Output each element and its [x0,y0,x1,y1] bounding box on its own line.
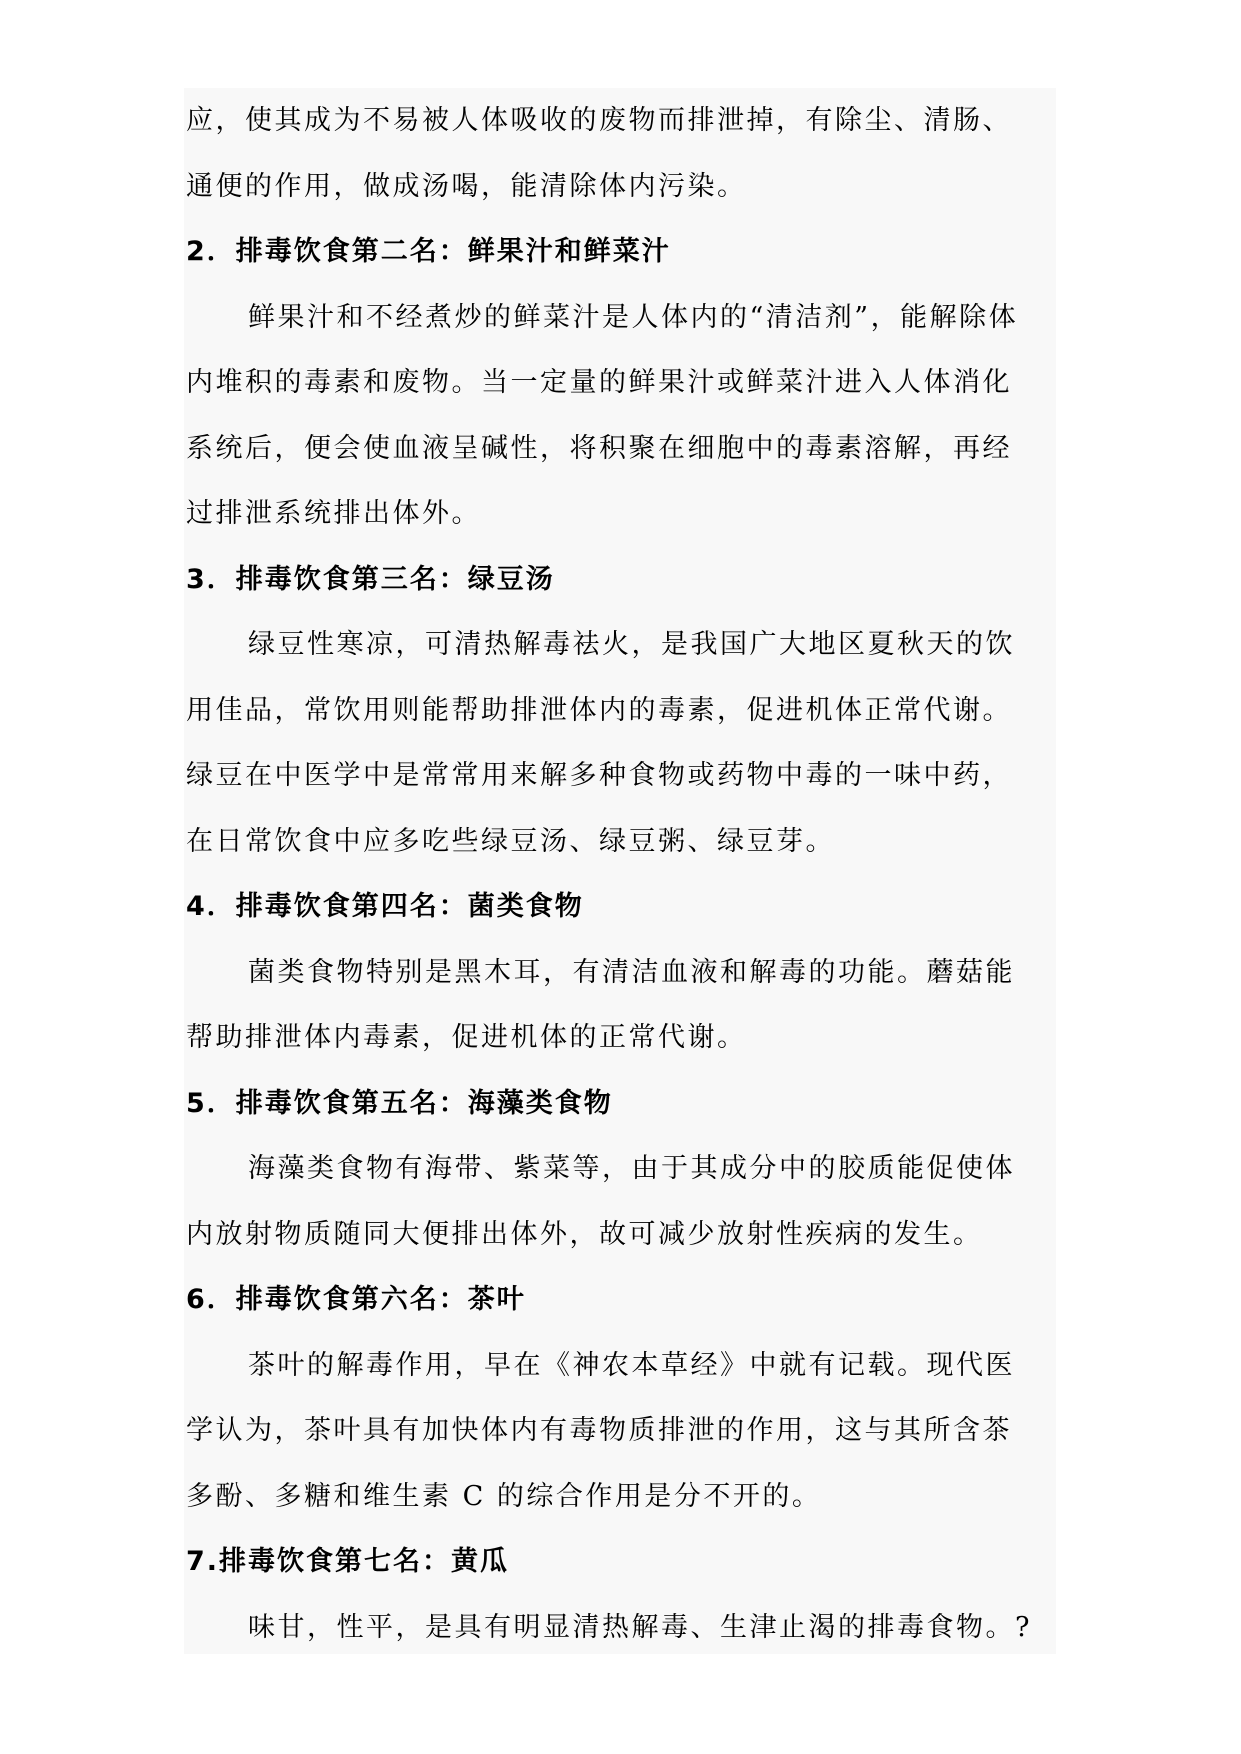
section-4-line: 菌类食物特别是黑木耳，有清洁血液和解毒的功能。蘑菇能 [248,956,1015,988]
document-body [186,88,1056,1660]
intro-line: 通便的作用，做成汤喝，能清除体内污染。 [186,170,747,202]
section-6-line: 多酚、多糖和维生素 C 的综合作用是分不开的。 [186,1480,822,1512]
section-2-line: 系统后，便会使血液呈碱性，将积聚在细胞中的毒素溶解，再经 [186,432,1012,464]
section-6-line: 茶叶的解毒作用，早在《神农本草经》中就有记载。现代医 [248,1349,1015,1381]
section-heading-7: 7.排毒饮食第七名：黄瓜 [186,1546,510,1577]
section-heading-4: 4．排毒饮食第四名：菌类食物 [186,891,584,922]
section-4-line: 帮助排泄体内毒素，促进机体的正常代谢。 [186,1022,747,1053]
section-5-line: 海藻类食物有海带、紫菜等，由于其成分中的胶质能促使体 [248,1153,1015,1184]
section-3-line: 用佳品，常饮用则能帮助排泄体内的毒素，促进机体正常代谢。 [186,694,1012,726]
section-3-line: 绿豆在中医学中是常常用来解多种食物或药物中毒的一味中药， [186,760,1012,791]
section-7-line: 味甘，性平，是具有明显清热解毒、生津止渴的排毒食物。? [248,1611,1032,1643]
section-heading-2: 2．排毒饮食第二名：鲜果汁和鲜菜汁 [186,236,671,267]
intro-line: 应，使其成为不易被人体吸收的废物而排泄掉，有除尘、清肠、 [186,105,1012,136]
section-heading-6: 6．排毒饮食第六名：茶叶 [186,1284,526,1315]
section-2-line: 鲜果汁和不经煮炒的鲜菜汁是人体内的“清洁剂”，能解除体 [248,301,1019,333]
section-3-line: 在日常饮食中应多吃些绿豆汤、绿豆粥、绿豆芽。 [186,825,835,857]
section-2-line: 内堆积的毒素和废物。当一定量的鲜果汁或鲜菜汁进入人体消化 [186,367,1012,398]
section-3-line: 绿豆性寒凉，可清热解毒祛火，是我国广大地区夏秋天的饮 [248,629,1015,660]
section-2-line: 过排泄系统排出体外。 [186,498,481,529]
section-heading-5: 5．排毒饮食第五名：海藻类食物 [186,1087,613,1119]
section-heading-3: 3．排毒饮食第三名：绿豆汤 [186,563,555,595]
section-6-line: 学认为，茶叶具有加快体内有毒物质排泄的作用，这与其所含茶 [186,1415,1012,1446]
section-5-line: 内放射物质随同大便排出体外，故可减少放射性疾病的发生。 [186,1218,983,1250]
